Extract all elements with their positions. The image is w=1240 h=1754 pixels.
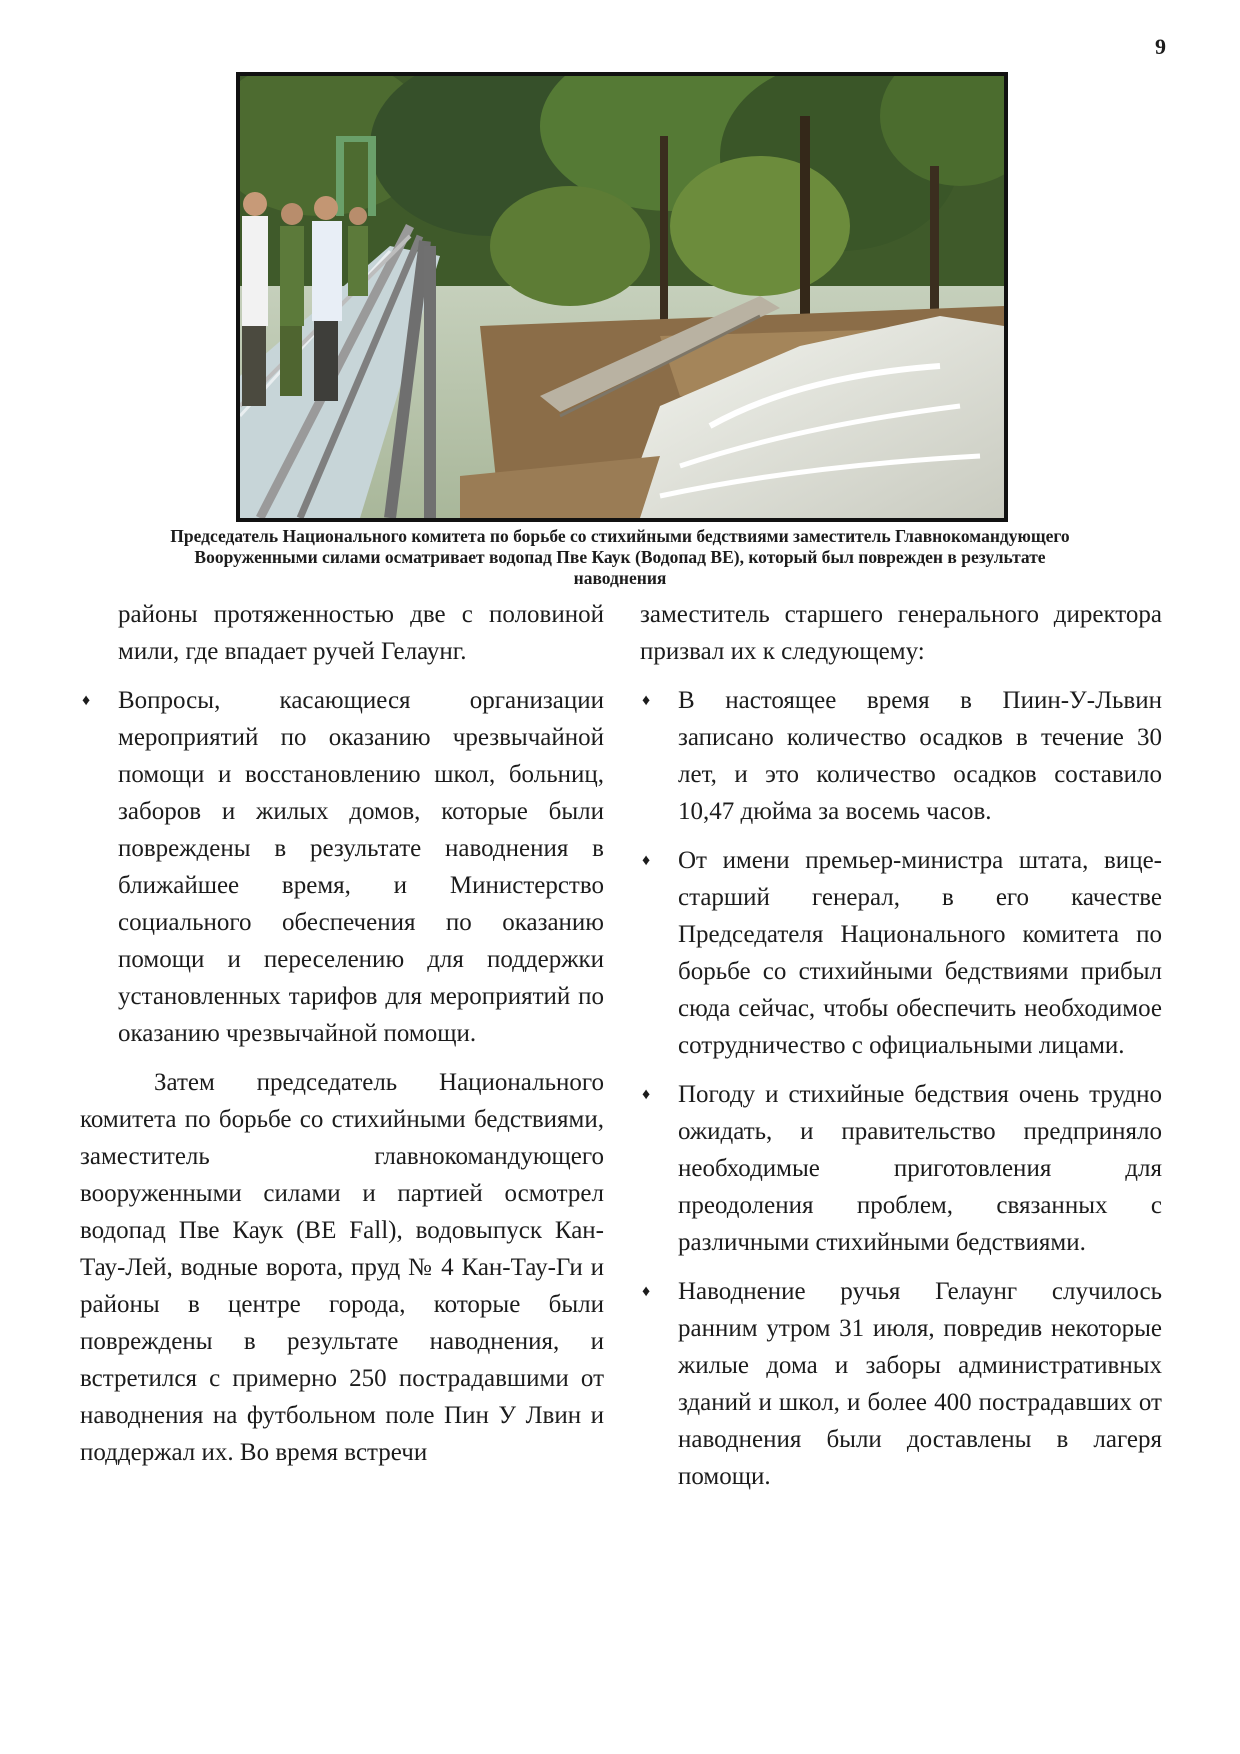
list-item	[640, 1076, 1162, 1261]
photo-caption: Председатель Национального комитета по борьбе со стихийными бедствиями заместитель Главнокомандующего Вооруженными силами осматривает водопад Пве Каук (Водопад ВЕ), который был поврежден в результате наводнения	[170, 526, 1070, 588]
page-number: 9	[1155, 34, 1166, 59]
list-item-text: От имени премьер-министра штата, вице-старший генерал, в его качестве Председателя Национального комитета по борьбе со стихийными бедствиями прибыл сюда сейчас, чтобы обеспечить необходимое сотрудничество с официальными лицами.	[678, 847, 1162, 1059]
diamond-bullet-icon: ♦	[82, 692, 91, 709]
list-item-text: Вопросы, касающиеся организации мероприятий по оказанию чрезвычайной помощи и восстановлению школ, больниц, заборов и жилых домов, которые были повреждены в результате наводнения в ближайшее время, и Министерство социального обеспечения по оказанию помощи и переселению для поддержки установленных тарифов для мероприятий по оказанию чрезвычайной помощи.	[118, 687, 604, 1047]
left-continuation-paragraph: районы протяженностью две с половиной мили, где впадает ручей Гелаунг.	[118, 601, 604, 665]
diamond-bullet-icon: ♦	[642, 1086, 651, 1103]
diamond-bullet-icon: ♦	[642, 1283, 651, 1300]
list-item	[640, 682, 1162, 830]
right-continuation-paragraph: заместитель старшего генерального директора призвал их к следующему:	[640, 601, 1162, 665]
body-paragraph: Затем председатель Национального комитета по борьбе со стихийными бедствиями, заместитель главнокомандующего вооруженными силами и партией осмотрел водопад Пве Каук (BE Fall), водовыпуск Кан-Тау-Лей, водные ворота, пруд № 4 Кан-Тау-Ги и районы в центре города, которые были повреждены в результате наводнения, и встретился с примерно 250 пострадавшими от наводнения на футбольном поле Пин У Лвин и поддержал их. Во время встречи	[80, 1069, 604, 1466]
list-item-text: Наводнение ручья Гелаунг случилось ранним утром 31 июля, повредив некоторые жилые дома и заборы административных зданий и школ, и более 400 пострадавших от наводнения были доставлены в лагеря помощи.	[678, 1278, 1162, 1490]
list-item	[80, 682, 604, 1052]
list-item	[640, 1273, 1162, 1495]
list-item	[640, 842, 1162, 1064]
right-column	[640, 596, 1162, 1507]
diamond-bullet-icon: ♦	[642, 852, 651, 869]
list-item-text: Погоду и стихийные бедствия очень трудно ожидать, и правительство предприняло необходимые приготовления для преодоления проблем, связанных с различными стихийными бедствиями.	[678, 1081, 1162, 1256]
waterfall-photo-illustration	[240, 76, 1004, 518]
list-item-text: В настоящее время в Пиин-У-Львин записано количество осадков в течение 30 лет, и это количество осадков составило 10,47 дюйма за восемь часов.	[678, 687, 1162, 825]
news-photo	[236, 72, 1008, 522]
diamond-bullet-icon: ♦	[642, 692, 651, 709]
left-column	[80, 596, 604, 1483]
